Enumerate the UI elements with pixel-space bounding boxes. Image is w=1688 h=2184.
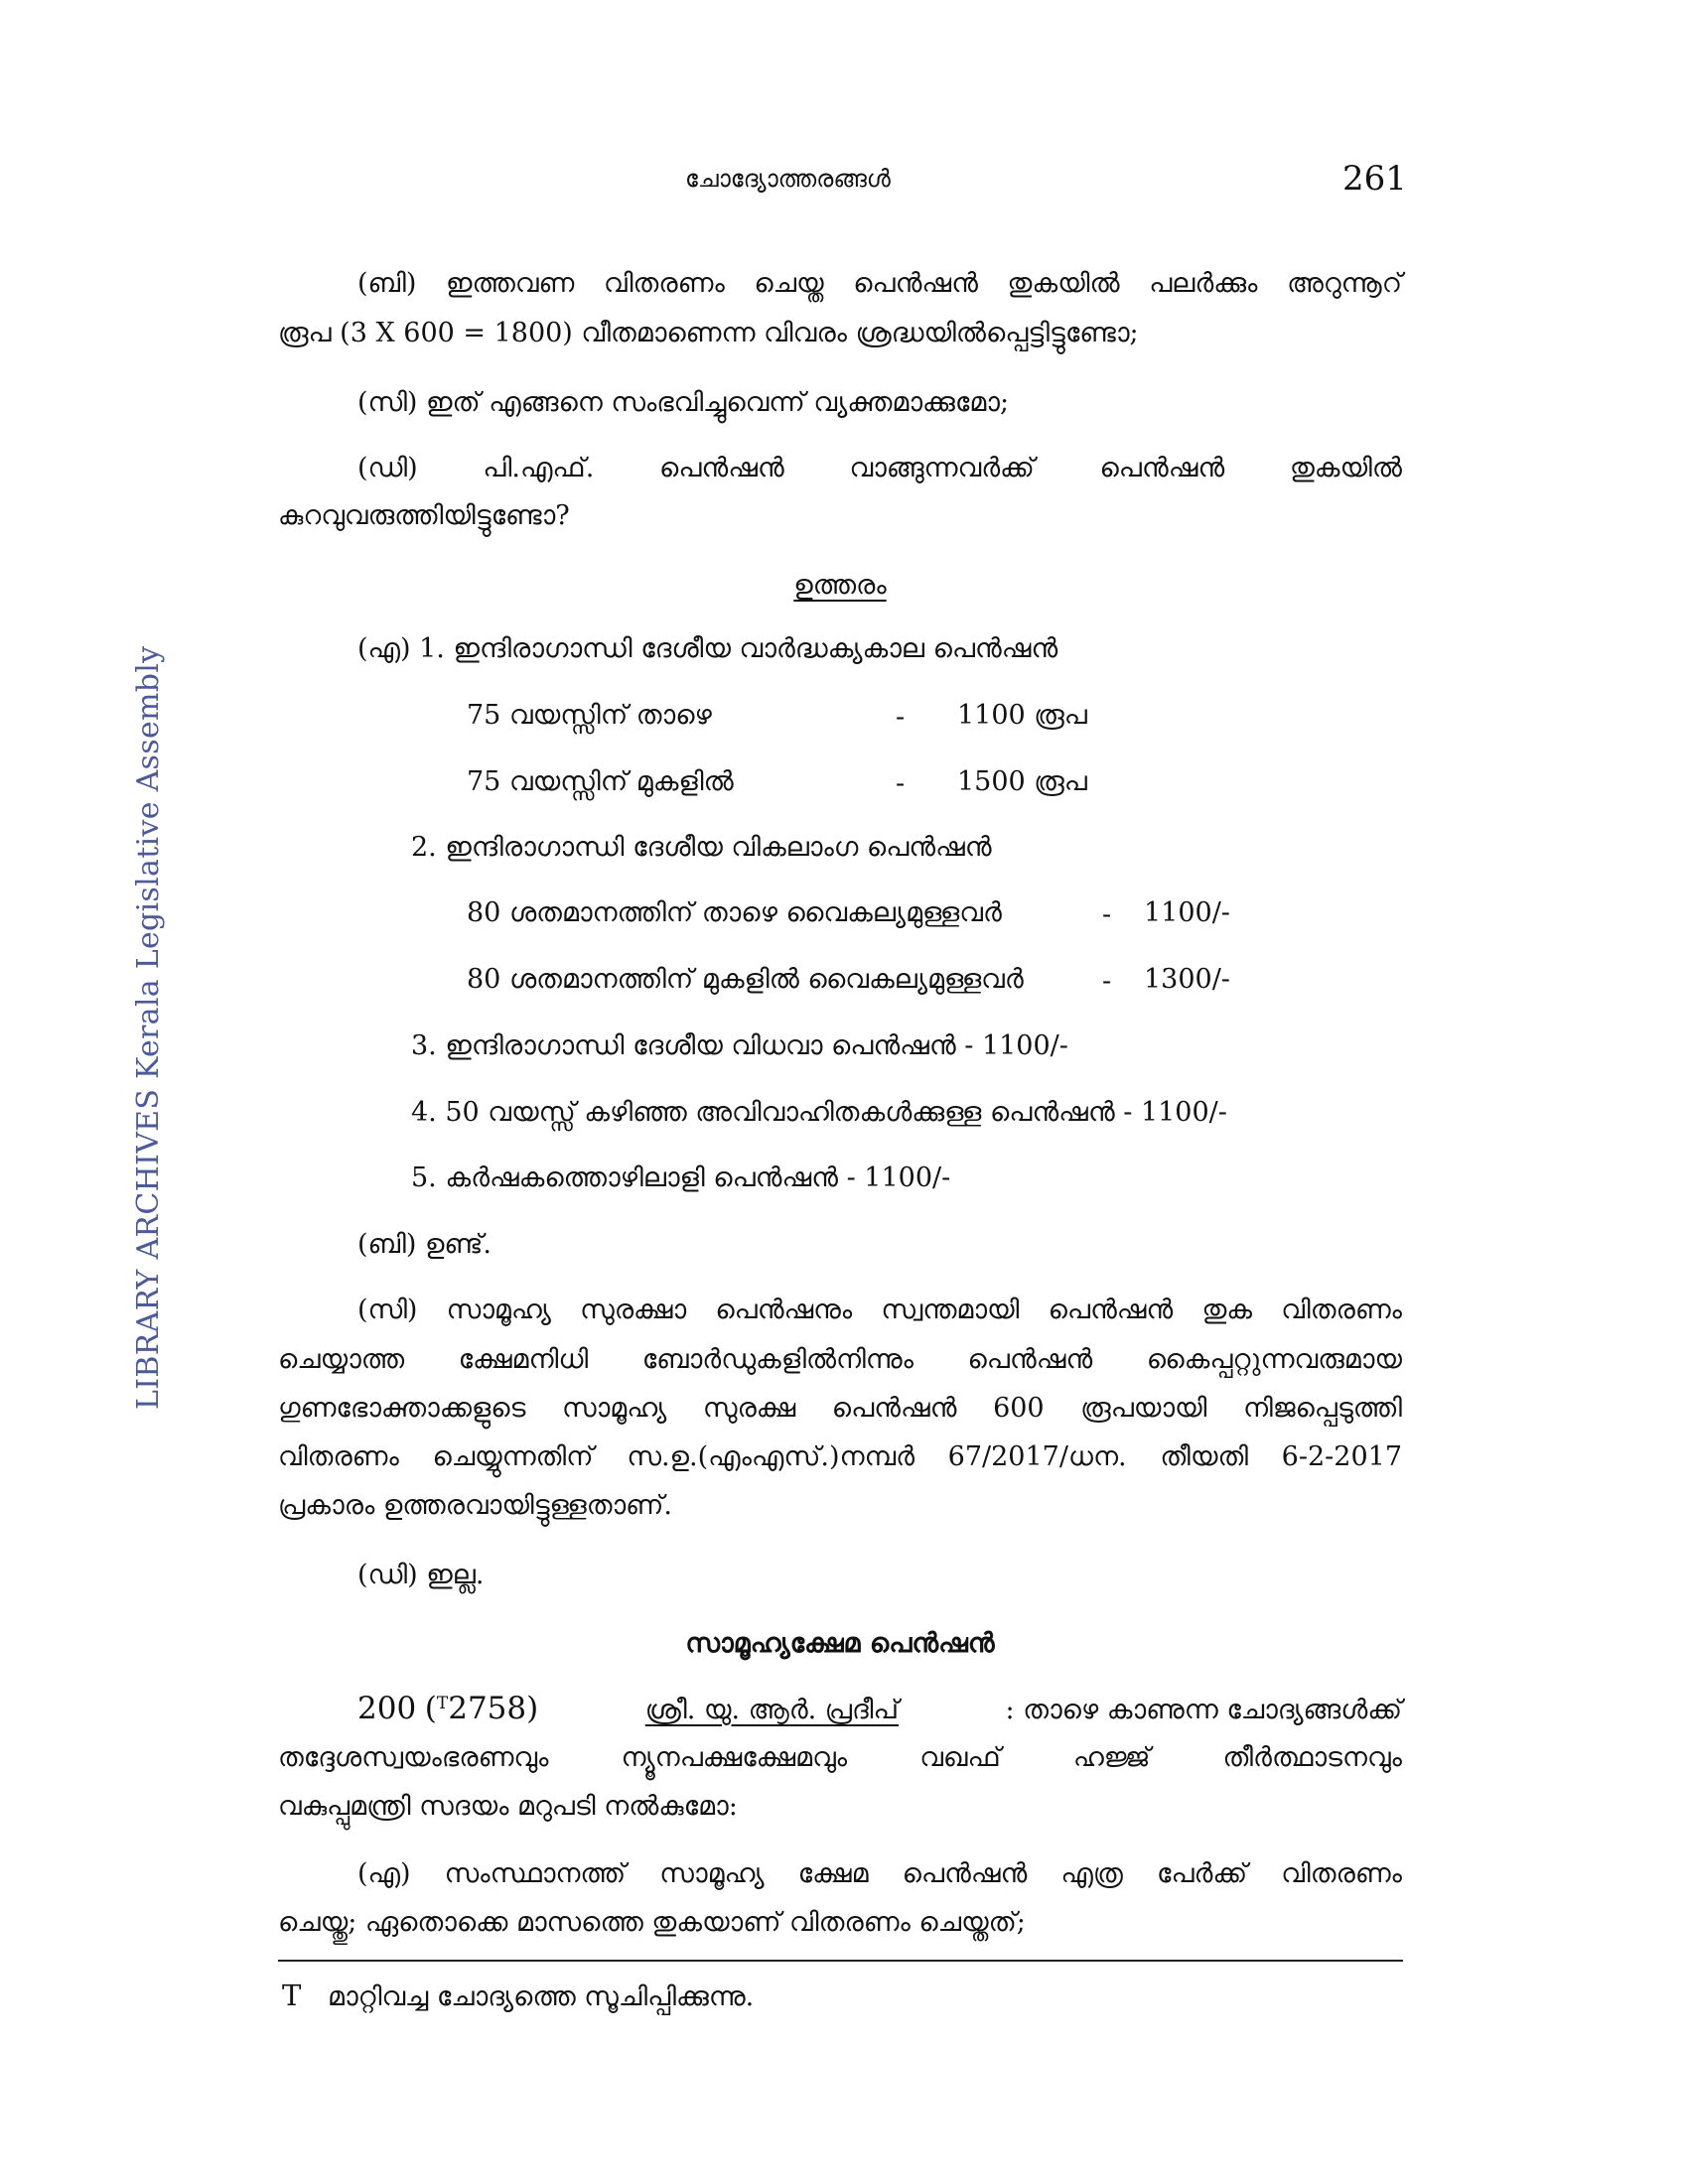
answer-c-line3: ഗുണഭോക്താക്കളുടെ സാമൂഹ്യ സുരക്ഷ പെൻഷൻ 600 രൂപയായി നിജപ്പെടുത്തി xyxy=(278,1393,1402,1424)
answer-a-item2-row2-dash: - xyxy=(1102,966,1112,997)
question-b-line2: രൂപ (3 X 600 = 1800) വീതമാണെന്ന വിവരം ശ്രദ്ധയിൽപ്പെട്ടിട്ടുണ്ടോ; xyxy=(278,318,1139,348)
answer-a-item1-row1-value: 1100 രൂപ xyxy=(957,700,1087,731)
answer-a-item1-row1-label: 75 വയസ്സിന് താഴെ xyxy=(467,700,712,731)
question-tag-open: ( xyxy=(424,1691,437,1726)
answer-c-line4: വിതരണം ചെയ്യുന്നതിന് സ.ഉ.(എംഎസ്.)നമ്പർ 67/2017/ധന. തീയതി 6-2-2017 xyxy=(278,1441,1402,1472)
answer-a-item1: (എ) 1. ഇന്ദിരാഗാന്ധി ദേശീയ വാർദ്ധക്യകാല പെൻഷൻ xyxy=(357,633,1058,664)
question-d-line2: കുറവുവരുത്തിയിട്ടുണ്ടോ? xyxy=(278,500,570,531)
answer-a-item1-row2-value: 1500 രൂപ xyxy=(957,766,1087,797)
next-question-heading: സാമൂഹ്യക്ഷേമ പെൻഷൻ xyxy=(685,1628,995,1659)
question-d-line1: (ഡി) പി.എഫ്. പെൻഷൻ വാങ്ങുന്നവർക്ക് പെൻഷൻ തുകയിൽ xyxy=(357,453,1402,483)
next-question-intro-line xyxy=(357,1691,1402,1726)
question-tag-marker: T xyxy=(436,1694,449,1713)
page-number: 261 xyxy=(1342,159,1407,199)
footnote-marker: T xyxy=(282,1979,302,2012)
answer-a-item1-row1-dash: - xyxy=(896,702,906,733)
answer-a-item4: 4. 50 വയസ്സ് കഴിഞ്ഞ അവിവാഹിതകൾക്കുള്ള പെൻഷൻ - 1100/- xyxy=(411,1097,1227,1128)
question-number: 200 xyxy=(357,1691,417,1726)
question-b-line1: (ബി) ഇത്തവണ വിതരണം ചെയ്ത പെൻഷൻ തുകയിൽ പലർക്കും അറുന്നൂറ് xyxy=(357,268,1402,299)
answer-a-item2: 2. ഇന്ദിരാഗാന്ധി ദേശീയ വികലാംഗ പെൻഷൻ xyxy=(411,832,992,863)
answer-a-item3: 3. ഇന്ദിരാഗാന്ധി ദേശീയ വിധവാ പെൻഷൻ - 1100/- xyxy=(411,1030,1068,1061)
answer-a-item2-row1-dash: - xyxy=(1102,899,1112,930)
answer-c-line5: പ്രകാരം ഉത്തരവായിട്ടുള്ളതാണ്. xyxy=(278,1490,673,1521)
answer-a-item1-row2-label: 75 വയസ്സിന് മുകളിൽ xyxy=(467,766,734,797)
next-question-line2: തദ്ദേശസ്വയംഭരണവും ന്യൂനപക്ഷക്ഷേമവും വഖഫ് ഹജ്ജ് തീർത്ഥാടനവും xyxy=(278,1742,1402,1773)
member-name: ശ്രീ. യു. ആർ. പ്രദീപ് xyxy=(644,1695,899,1725)
answer-d: (ഡി) ഇല്ല. xyxy=(357,1560,485,1590)
answer-b: (ബി) ഉണ്ട്. xyxy=(357,1229,492,1260)
question-number-group xyxy=(357,1691,539,1726)
answer-a-item2-row2-value: 1300/- xyxy=(1144,964,1230,995)
footnote-text: മാറ്റിവച്ച ചോദ്യത്തെ സൂചിപ്പിക്കുന്നു. xyxy=(328,1981,755,2012)
answer-a-item2-row1-value: 1100/- xyxy=(1144,897,1230,928)
side-watermark-label: LIBRARY ARCHIVES Kerala Legislative Assembly xyxy=(131,645,166,1410)
answer-heading: ഉത്തരം xyxy=(793,570,887,601)
next-question-a-line2: ചെയ്തു; ഏതൊക്കെ മാസത്തെ തുകയാണ് വിതരണം ചെയ്തത്; xyxy=(278,1907,1026,1938)
question-tag-number: 2758) xyxy=(448,1691,539,1726)
question-intro-rest: : താഴെ കാണുന്ന ചോദ്യങ്ങൾക്ക് xyxy=(1005,1695,1402,1725)
next-question-a-line1: (എ) സംസ്ഥാനത്ത് സാമൂഹ്യ ക്ഷേമ പെൻഷൻ എത്ര പേർക്ക് വിതരണം xyxy=(357,1858,1402,1889)
answer-a-item2-row2-label: 80 ശതമാനത്തിന് മുകളിൽ വൈകല്യമുള്ളവർ xyxy=(467,964,1024,995)
answer-c-line2: ചെയ്യാത്ത ക്ഷേമനിധി ബോർഡുകളിൽനിന്നും പെൻഷൻ കൈപ്പറ്റുന്നവരുമായ xyxy=(278,1344,1402,1375)
running-header-title: ചോദ്യോത്തരങ്ങൾ xyxy=(685,165,891,193)
question-c: (സി) ഇത് എങ്ങനെ സംഭവിച്ചുവെന്ന് വ്യക്തമാക്കുമോ; xyxy=(357,387,1010,418)
answer-c-line1: (സി) സാമൂഹ്യ സുരക്ഷാ പെൻഷനും സ്വന്തമായി പെൻഷൻ തുക വിതരണം xyxy=(357,1295,1402,1325)
answer-a-item1-row2-dash: - xyxy=(896,768,906,799)
answer-a-item2-row1-label: 80 ശതമാനത്തിന് താഴെ വൈകല്യമുള്ളവർ xyxy=(467,897,1002,928)
answer-a-item5: 5. കർഷകത്തൊഴിലാളി പെൻഷൻ - 1100/- xyxy=(411,1162,951,1193)
footnote-divider xyxy=(278,1960,1403,1962)
next-question-line3: വകുപ്പുമന്ത്രി സദയം മറുപടി നൽകുമോ: xyxy=(278,1791,738,1822)
